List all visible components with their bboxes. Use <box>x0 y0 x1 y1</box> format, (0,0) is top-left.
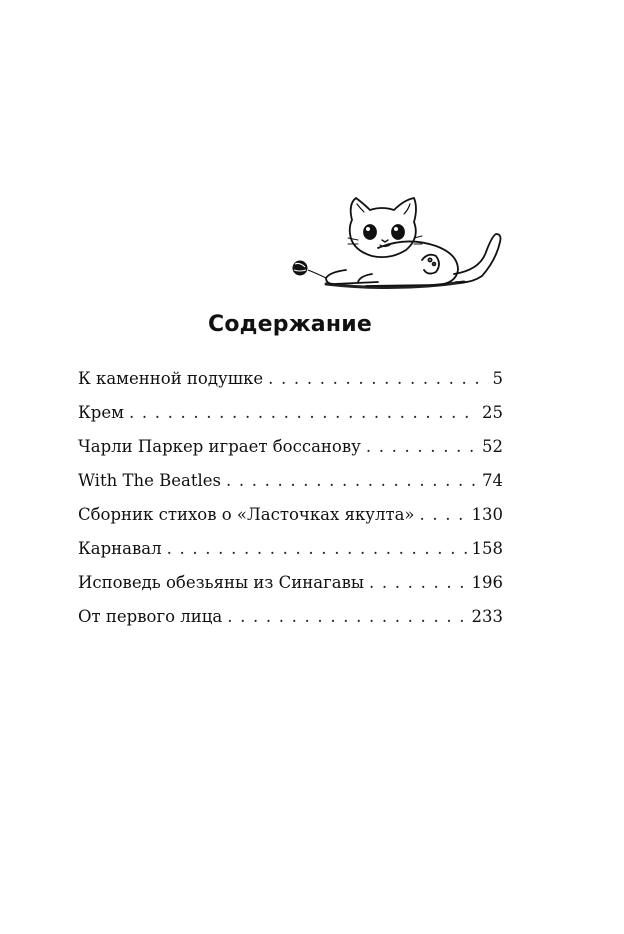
toc-dot-leader <box>227 600 467 634</box>
toc-entry[interactable] <box>78 396 503 430</box>
toc-entry[interactable] <box>78 532 503 566</box>
toc-entry[interactable] <box>78 566 503 600</box>
toc-page-number: 25 <box>482 403 503 422</box>
toc-chapter-title: With The Beatles <box>78 471 221 490</box>
toc-entry[interactable] <box>78 430 503 464</box>
toc-dot-leader <box>366 430 478 464</box>
toc-dot-leader <box>420 498 468 532</box>
toc-chapter-title: От первого лица <box>78 607 223 626</box>
toc-page-number: 52 <box>482 437 503 456</box>
toc-page-number: 74 <box>482 471 503 490</box>
toc-page-number: 5 <box>492 369 503 388</box>
toc-dot-leader <box>129 396 478 430</box>
toc-dot-leader <box>268 362 488 396</box>
toc-page-number: 196 <box>471 573 503 592</box>
toc-chapter-title: К каменной подушке <box>78 369 264 388</box>
toc-chapter-title: Крем <box>78 403 124 422</box>
toc-page-number: 233 <box>471 607 503 626</box>
toc-page-number: 158 <box>471 539 503 558</box>
toc-chapter-title: Карнавал <box>78 539 162 558</box>
table-of-contents <box>78 362 503 634</box>
toc-entry[interactable] <box>78 498 503 532</box>
toc-title: Содержание <box>208 312 372 337</box>
kitten-playing-with-ball-icon <box>286 190 508 298</box>
toc-chapter-title: Сборник стихов о «Ласточках якулта» <box>78 505 415 524</box>
toc-chapter-title: Исповедь обезьяны из Синагавы <box>78 573 365 592</box>
toc-entry[interactable] <box>78 600 503 634</box>
toc-page-number: 130 <box>471 505 503 524</box>
toc-dot-leader <box>167 532 468 566</box>
toc-chapter-title: Чарли Паркер играет боссанову <box>78 437 361 456</box>
toc-entry[interactable] <box>78 464 503 498</box>
toc-entry[interactable] <box>78 362 503 396</box>
toc-dot-leader <box>226 464 478 498</box>
toc-dot-leader <box>369 566 467 600</box>
